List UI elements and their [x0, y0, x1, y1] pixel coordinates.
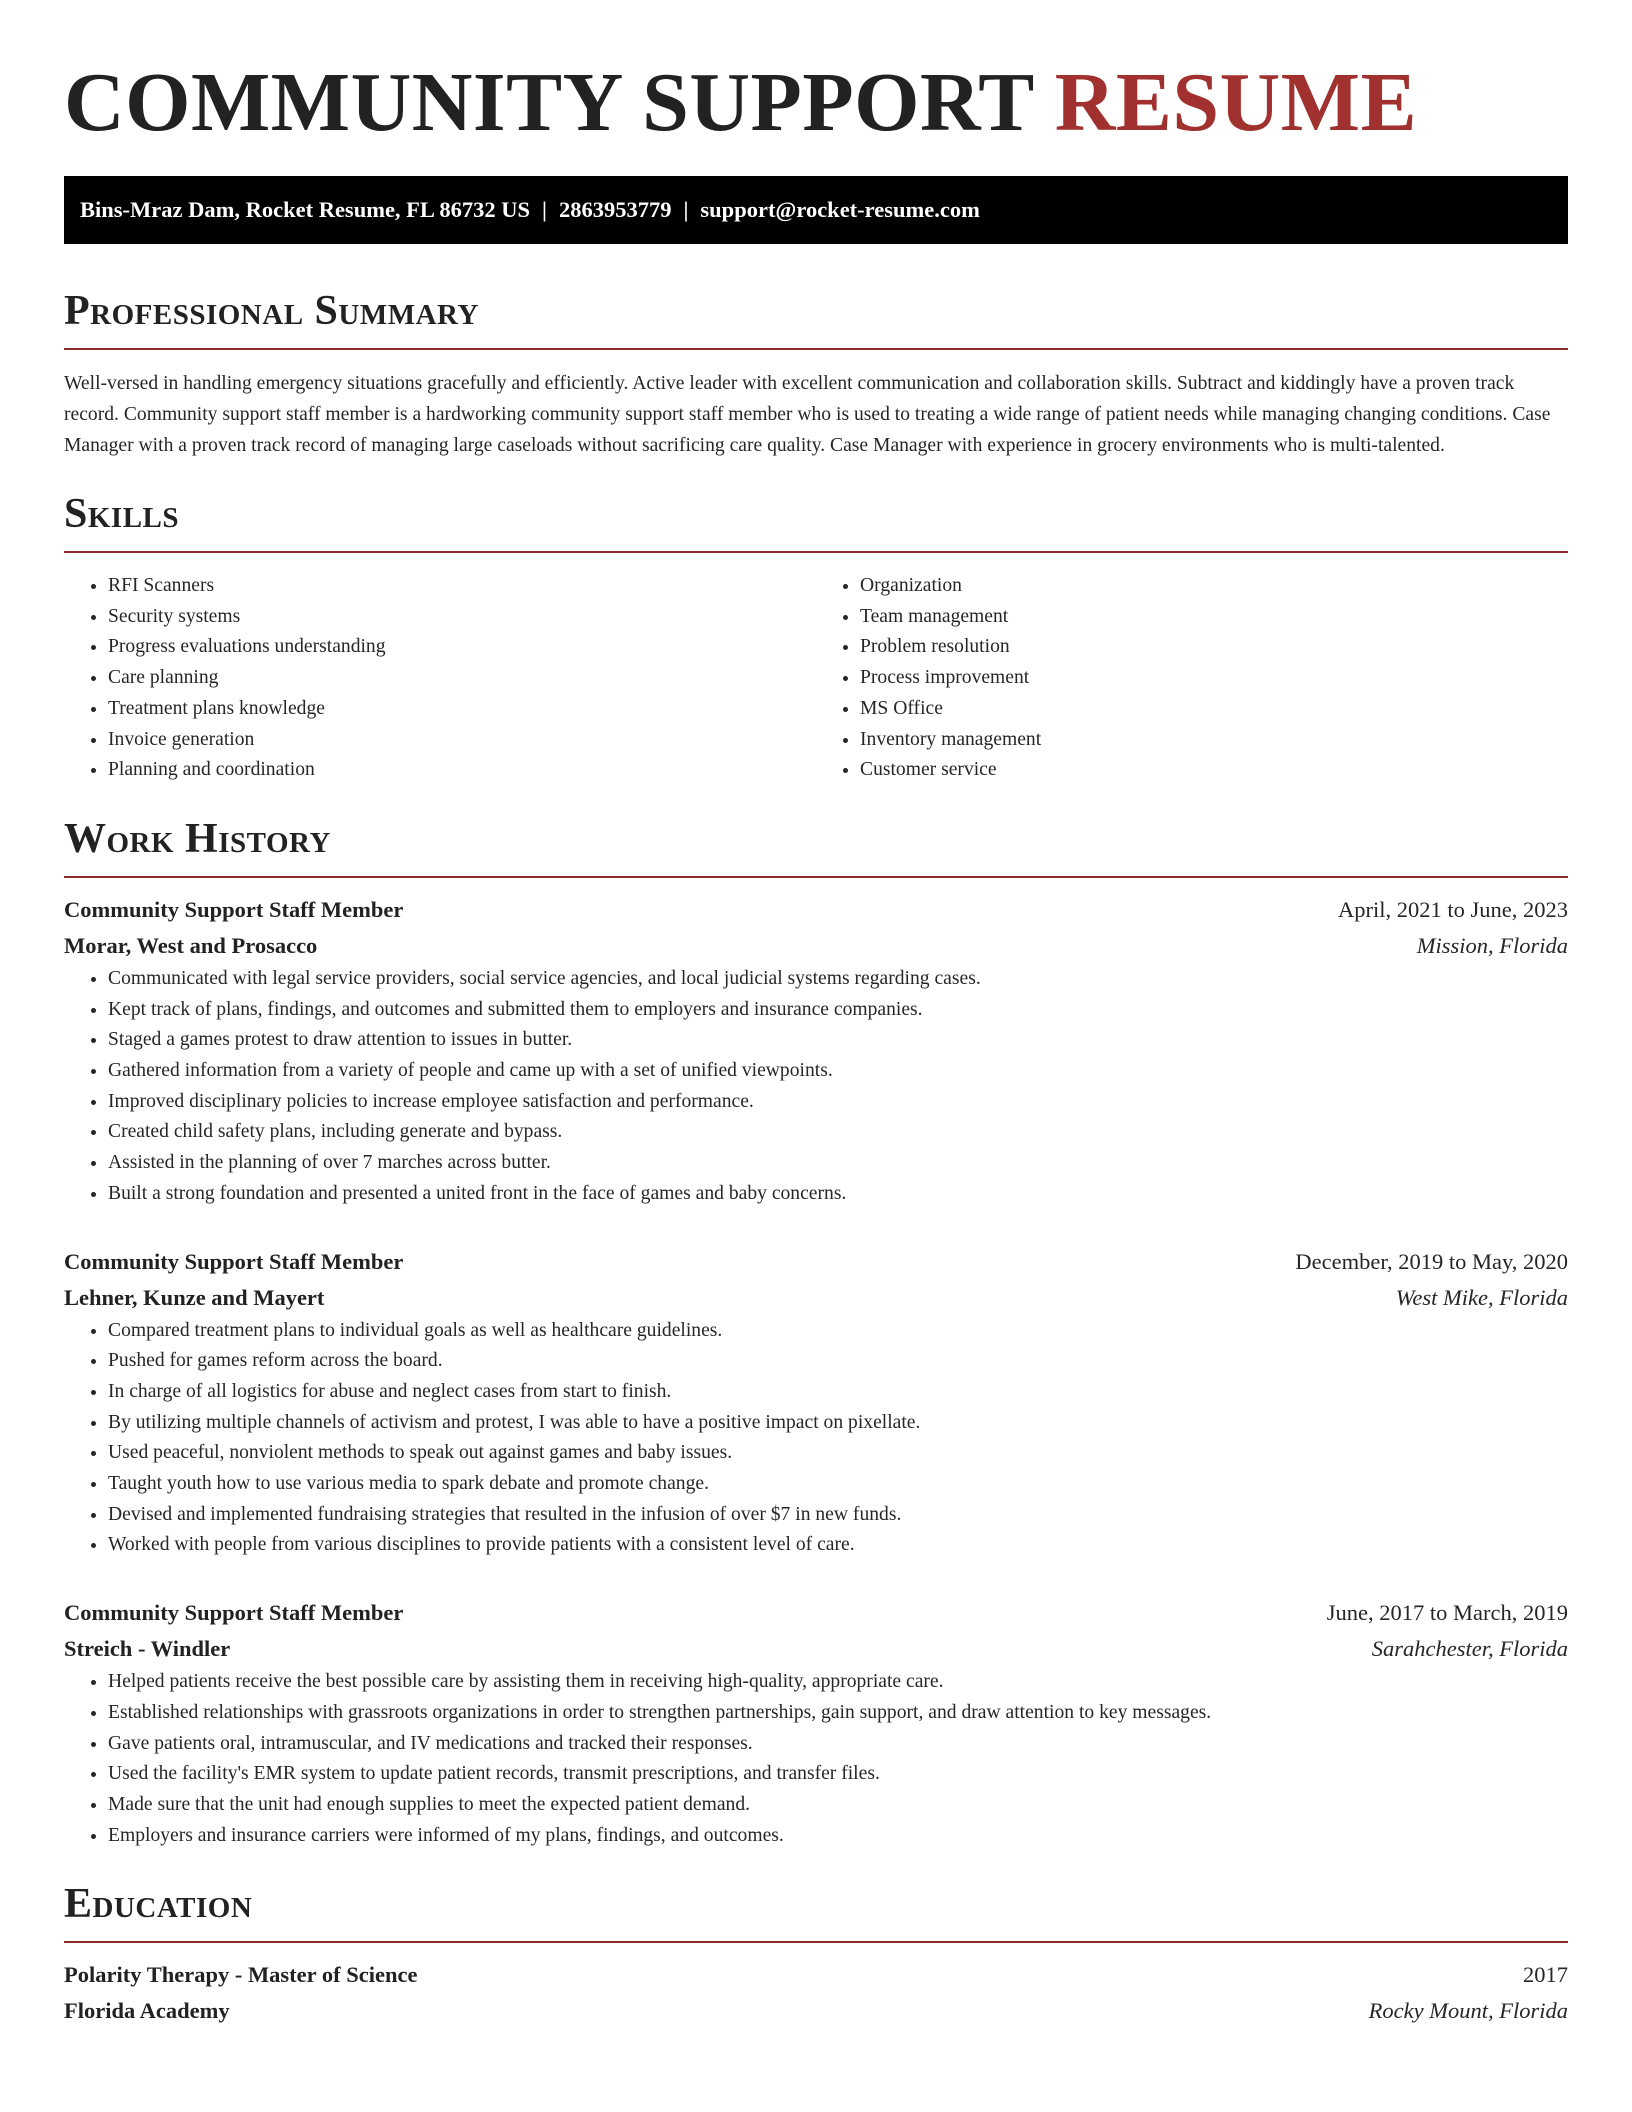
skill-item: • Security systems [108, 602, 816, 633]
skills-heading: Skills [64, 491, 180, 537]
job-subheader-row [64, 1280, 1568, 1316]
job-title: Community Support Staff Member [64, 896, 404, 922]
job-company: Lehner, Kunze and Mayert [64, 1284, 325, 1310]
job-bullet: • Assisted in the planning of over 7 marches across butter. [108, 1148, 1568, 1179]
job-bullet: • Improved disciplinary policies to increase employee satisfaction and performance. [108, 1087, 1568, 1118]
job-bullet: • Communicated with legal service providers, social service agencies, and local judicial systems regarding cases. [108, 964, 1568, 995]
skill-item: • Process improvement [860, 663, 1568, 694]
education-school: Florida Academy [64, 1998, 230, 2024]
job-header-row [64, 1244, 1568, 1280]
job-bullet: • Pushed for games reform across the board. [108, 1346, 1568, 1377]
skill-item: • RFI Scanners [108, 571, 816, 602]
section-divider [64, 348, 1568, 350]
skills-column-left [64, 571, 816, 786]
job-entry [64, 1244, 1568, 1562]
job-bullet: • Compared treatment plans to individual goals as well as healthcare guidelines. [108, 1316, 1568, 1347]
contact-address: Bins-Mraz Dam, Rocket Resume, FL 86732 US [80, 197, 530, 222]
skill-item: • Invoice generation [108, 725, 816, 756]
education-entry [64, 1957, 1568, 2029]
job-bullet: • In charge of all logistics for abuse and neglect cases from start to finish. [108, 1377, 1568, 1408]
skill-item: • MS Office [860, 694, 1568, 725]
skill-item: • Care planning [108, 663, 816, 694]
resume-title [64, 0, 1568, 148]
section-divider [64, 1941, 1568, 1943]
job-title: Community Support Staff Member [64, 1600, 404, 1626]
contact-bar [64, 176, 1568, 244]
skill-item: • Inventory management [860, 725, 1568, 756]
job-company: Streich - Windler [64, 1636, 231, 1662]
job-bullet: • Created child safety plans, including generate and bypass. [108, 1117, 1568, 1148]
education-header-row [64, 1957, 1568, 1993]
job-entry [64, 1595, 1568, 1851]
contact-separator: | [683, 197, 689, 222]
contact-phone: 2863953779 [558, 197, 672, 222]
job-entry [64, 892, 1568, 1210]
job-bullet: • Established relationships with grassroots organizations in order to strengthen partnerships, gain support, and draw attention to key messages. [108, 1698, 1568, 1729]
section-divider [64, 876, 1568, 878]
job-title: Community Support Staff Member [64, 1248, 404, 1274]
education-location: Rocky Mount, Florida [1368, 1998, 1568, 2024]
skill-item: • Planning and coordination [108, 755, 816, 786]
title-part1: COMMUNITY SUPPORT [64, 56, 1035, 149]
skill-item: • Customer service [860, 755, 1568, 786]
job-bullet: • Devised and implemented fundraising strategies that resulted in the infusion of over $7 in new funds. [108, 1500, 1568, 1531]
job-dates: December, 2019 to May, 2020 [1295, 1248, 1568, 1274]
job-bullet: • Worked with people from various disciplines to provide patients with a consistent level of care. [108, 1530, 1568, 1561]
education-heading: Education [64, 1881, 253, 1928]
job-bullet: • Made sure that the unit had enough supplies to meet the expected patient demand. [108, 1790, 1568, 1821]
skill-item: • Treatment plans knowledge [108, 694, 816, 725]
education-subheader-row [64, 1993, 1568, 2029]
job-bullet: • By utilizing multiple channels of activism and protest, I was able to have a positive impact on pixellate. [108, 1408, 1568, 1439]
job-bullet-list [64, 1316, 1568, 1562]
skills-section [64, 491, 1568, 786]
job-header-row [64, 1595, 1568, 1631]
skill-item: • Team management [860, 602, 1568, 633]
skill-item: • Progress evaluations understanding [108, 632, 816, 663]
job-company: Morar, West and Prosacco [64, 932, 318, 958]
contact-separator: | [541, 197, 547, 222]
job-bullet: • Taught youth how to use various media to spark debate and promote change. [108, 1469, 1568, 1500]
job-location: Sarahchester, Florida [1371, 1636, 1568, 1662]
job-subheader-row [64, 1631, 1568, 1667]
summary-text: Well-versed in handling emergency situations gracefully and efficiently. Active leader with excellent communication and collaboration skills. Subtract and kiddingly have a proven track record. Community support staff member is a hardworking community support staff member who is used to treating a wide range of patient needs while managing changing conditions. Case Manager with a proven track record of managing large caseloads without sacrificing care quality. Case Manager with experience in grocery environments who is multi-talented. [64, 373, 1551, 456]
job-header-row [64, 892, 1568, 928]
skill-item: • Problem resolution [860, 632, 1568, 663]
job-dates: April, 2021 to June, 2023 [1338, 896, 1568, 922]
skill-item: • Organization [860, 571, 1568, 602]
job-bullet: • Employers and insurance carriers were informed of my plans, findings, and outcomes. [108, 1821, 1568, 1852]
job-bullet: • Used peaceful, nonviolent methods to speak out against games and baby issues. [108, 1438, 1568, 1469]
skills-grid [64, 571, 1568, 786]
job-bullet: • Helped patients receive the best possible care by assisting them in receiving high-quality, appropriate care. [108, 1667, 1568, 1698]
job-bullet: • Gathered information from a variety of people and came up with a set of unified viewpoints. [108, 1056, 1568, 1087]
job-bullet-list [64, 1667, 1568, 1851]
job-location: West Mike, Florida [1395, 1284, 1568, 1310]
summary-section [64, 288, 1568, 461]
skills-column-right [816, 571, 1568, 786]
education-section [64, 1881, 1568, 2029]
job-location: Mission, Florida [1416, 932, 1568, 958]
job-bullet: • Used the facility's EMR system to update patient records, transmit prescriptions, and transfer files. [108, 1759, 1568, 1790]
job-bullet: • Built a strong foundation and presented a united front in the face of games and baby concerns. [108, 1179, 1568, 1210]
work-history-heading: Work History [64, 815, 331, 862]
title-part2: RESUME [1054, 56, 1418, 149]
education-degree: Polarity Therapy - Master of Science [64, 1962, 418, 1988]
section-divider [64, 551, 1568, 553]
job-bullet: • Gave patients oral, intramuscular, and IV medications and tracked their responses. [108, 1729, 1568, 1760]
job-bullet: • Staged a games protest to draw attention to issues in butter. [108, 1025, 1568, 1056]
job-dates: June, 2017 to March, 2019 [1326, 1600, 1568, 1626]
job-bullet: • Kept track of plans, findings, and outcomes and submitted them to employers and insurance companies. [108, 995, 1568, 1026]
work-history-section [64, 816, 1568, 1851]
education-year: 2017 [1523, 1962, 1568, 1988]
job-bullet-list [64, 964, 1568, 1210]
contact-email[interactable]: support@rocket-resume.com [700, 197, 980, 222]
job-subheader-row [64, 928, 1568, 964]
summary-heading: Professional Summary [64, 288, 479, 334]
